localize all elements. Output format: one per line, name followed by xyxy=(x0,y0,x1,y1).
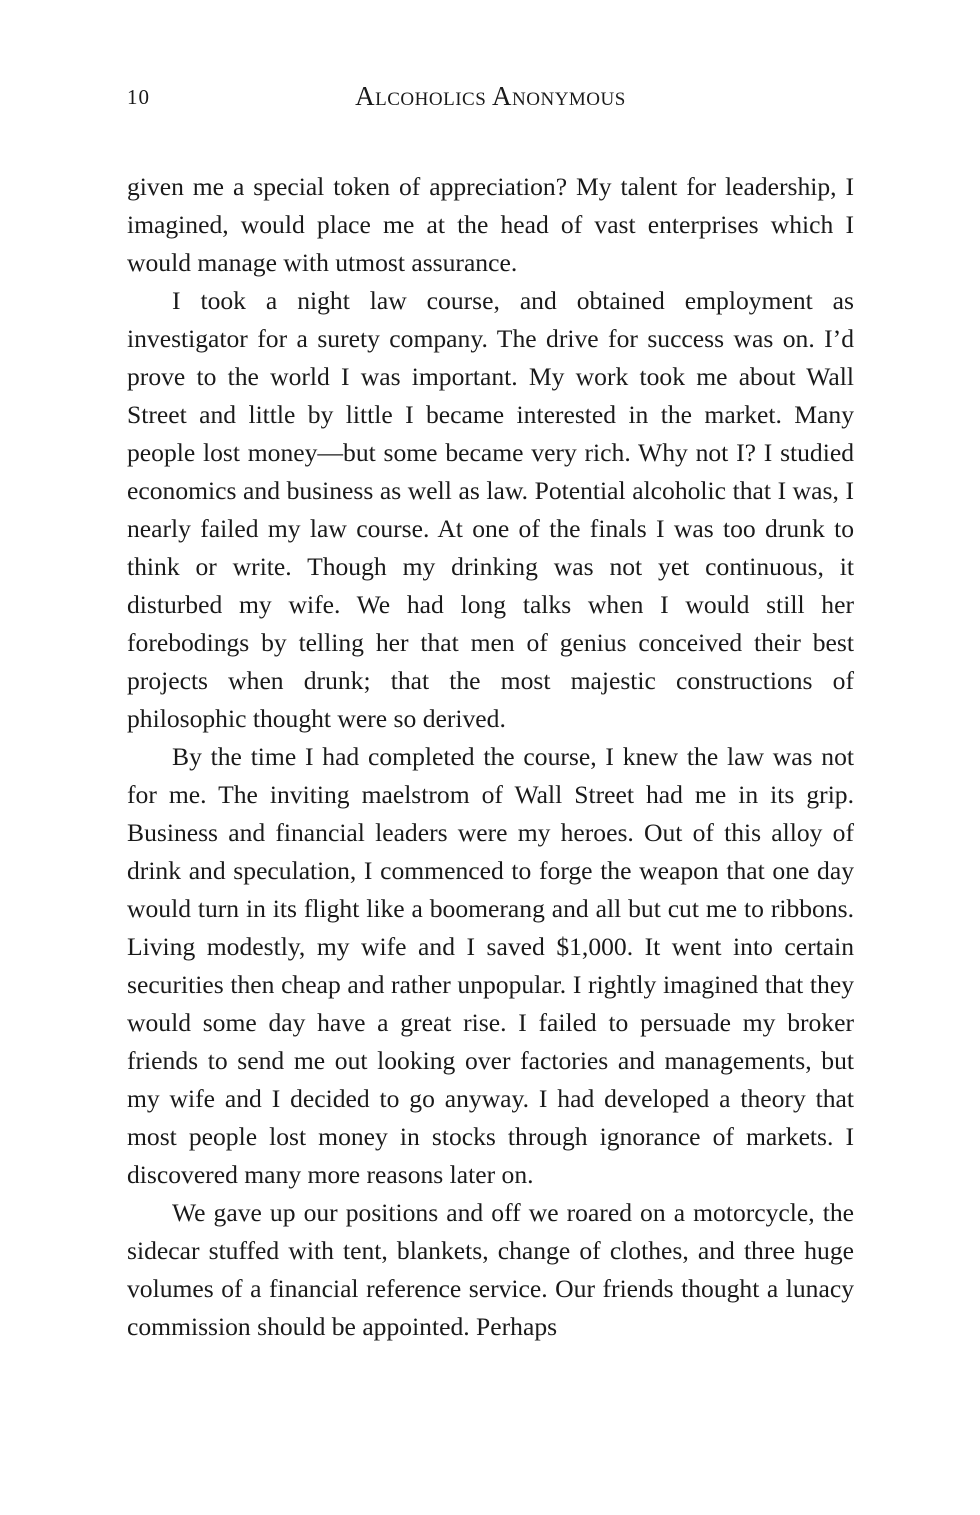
body-text xyxy=(127,168,854,1346)
book-title: Alcoholics Anonymous xyxy=(355,81,626,111)
paragraph-1: given me a special token of appreciation? My talent for leadership, I imagined, would place me at the head of vast enterprises which I would manage with utmost assurance. xyxy=(127,172,854,277)
paragraph-4: We gave up our positions and off we roared on a motorcycle, the sidecar stuffed with tent, blankets, change of clothes, and three huge volumes of a financial reference service. Our friends thought a lunacy commission should be appointed. Perhaps xyxy=(127,1198,854,1341)
paragraph-2: I took a night law course, and obtained employment as investigator for a surety company. The drive for success was on. I’d prove to the world I was important. My work took me about Wall Street and little by little I became interested in the market. Many people lost money—but some became very rich. Why not I? I studied economics and business as well as law. Potential alcoholic that I was, I nearly failed my law course. At one of the finals I was too drunk to think or write. Though my drinking was not yet continuous, it disturbed my wife. We had long talks when I would still her forebodings by telling her that men of genius conceived their best projects when drunk; that the most majestic constructions of philosophic thought were so derived. xyxy=(127,286,854,733)
page-number: 10 xyxy=(127,85,150,109)
running-head xyxy=(127,78,854,118)
paragraph-3: By the time I had completed the course, I knew the law was not for me. The inviting maelstrom of Wall Street had me in its grip. Business and financial leaders were my heroes. Out of this alloy of drink and speculation, I commenced to forge the weapon that one day would turn in its flight like a boomerang and all but cut me to ribbons. Living modestly, my wife and I saved $1,000. It went into certain securities then cheap and rather unpopular. I rightly imagined that they would some day have a great rise. I failed to persuade my broker friends to send me out looking over factories and managements, but my wife and I decided to go anyway. I had developed a theory that most people lost money in stocks through ignorance of markets. I discovered many more reasons later on. xyxy=(127,742,854,1189)
